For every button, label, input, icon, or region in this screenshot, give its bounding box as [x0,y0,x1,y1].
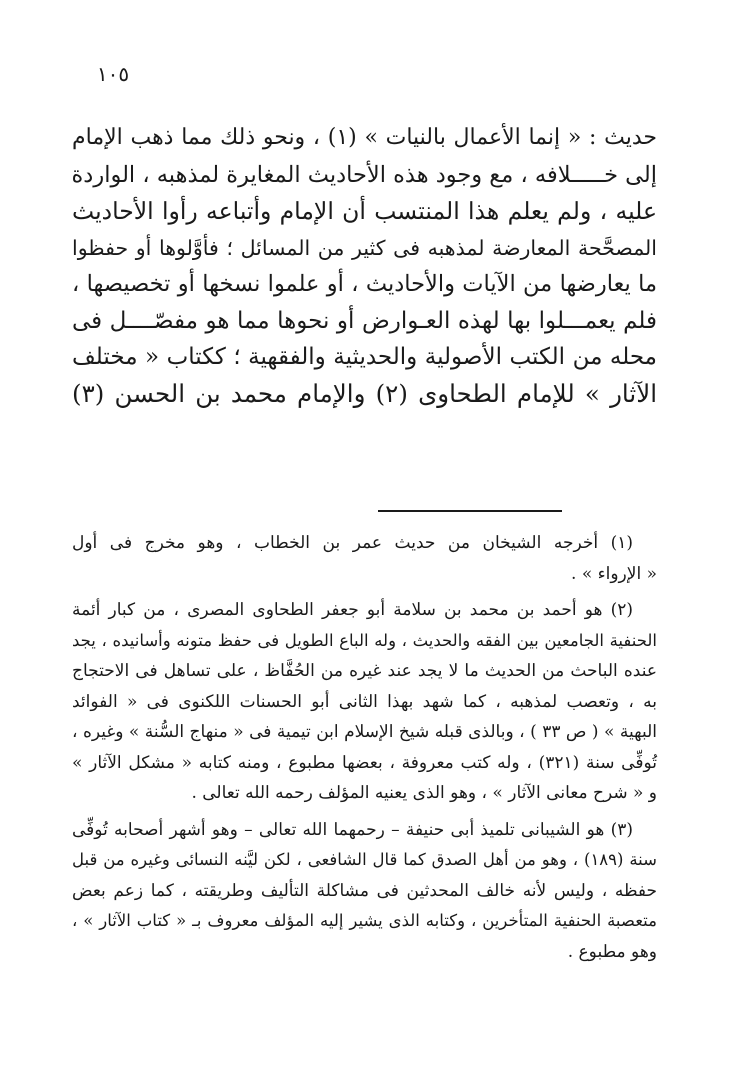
main-text-line: ما يعارضها من الآيات والأحاديث ، أو علموا نسخها أو تخصيصها ، [72,271,657,297]
footnote-line: الحنفية الجامعين بين الفقه والحديث ، وله الباع الطويل فى حفظ متونه وأسانيده ، يجد [72,630,657,650]
footnote-line: به ، وتعصب لمذهبه ، كما شهد بهذا الثانى أبو الحسنات اللكنوى فى « الفوائد [72,691,657,712]
main-text-line: محله من الكتب الأصولية والحديثية والفقهية ؛ ككتاب « مختلف [72,344,657,370]
footnote-line: عنده الباحث من الحديث ما لا يجد عند غيره من الحُفَّاظ ، على تساهل فى الاحتجاج [72,661,657,681]
main-text-line: حديث : « إنما الأعمال بالنيات » (١) ، ونحو ذلك مما ذهب الإمام [72,125,657,150]
main-text-line: الآثار » للإمام الطحاوى (٢) والإمام محمد بن الحسن (٣) [72,378,657,408]
main-text-line: فلم يعمـــلوا بها لهذه العـوارض أو نحوها مما هو مفصّــــل فى [72,307,657,334]
footnote-3 [72,815,657,968]
footnote-line: البهية » ( ص ٣٣ ) ، وبالذى قبله شيخ الإسلام ابن تيمية فى « منهاج السُّنة » وغيره ، [72,722,657,742]
footnote-line: وهو مطبوع . [567,941,657,962]
footnote-line: متعصبة الحنفية المتأخرين ، وكتابه الذى يشير إليه المؤلف معروف بـ « كتاب الآثار » ، [72,911,657,930]
footnote-line: و « شرح معانى الآثار » ، وهو الذى يعنيه المؤلف رحمه الله تعالى . [191,783,657,803]
main-text [72,120,657,412]
footnote-2 [72,595,657,809]
footnote-line: سنة (١٨٩) ، وهو من أهل الصدق كما قال الشافعى ، لكن ليَّنه النسائى وغيره من قبل [72,850,657,869]
main-text-line: إلى خـــــلافه ، مع وجود هذه الأحاديث المغايرة لمذهبه ، الواردة [71,161,657,188]
footnotes [72,528,657,973]
footnote-1 [72,528,657,589]
footnote-line: (٢) هو أحمد بن محمد بن سلامة أبو جعفر الطحاوى المصرى ، من كبار أئمة [72,600,633,620]
footnote-line: « الإرواء » . [571,563,657,584]
page-number: ١٠٥ [96,62,130,86]
footnote-line: (٣) هو الشيبانى تلميذ أبى حنيفة – رحمهما الله تعالى – وهو أشهر أصحابه تُوفِّى [72,819,633,840]
footnote-line: تُوفِّى سنة (٣٢١) ، وله كتب معروفة ، بعضها مطبوع ، ومنه كتابه « مشكل الآثار » [72,752,657,773]
footnote-separator [378,510,562,512]
footnote-line: (١) أخرجه الشيخان من حديث عمر بن الخطاب ، وهو مخرج فى أول [72,533,633,553]
main-text-line: المصحَّحة المعارضة لمذهبه فى كثير من المسائل ؛ فأوَّلوها أو حفظوا [72,235,657,260]
main-text-line: عليه ، ولم يعلم هذا المنتسب أن الإمام وأتباعه رأوا الأحاديث [72,197,657,225]
footnote-line: حفظه ، وليس لأنه خالف المحدثين فى مشاكلة التأليف وطريقته ، كما زعم بعض [72,880,657,901]
